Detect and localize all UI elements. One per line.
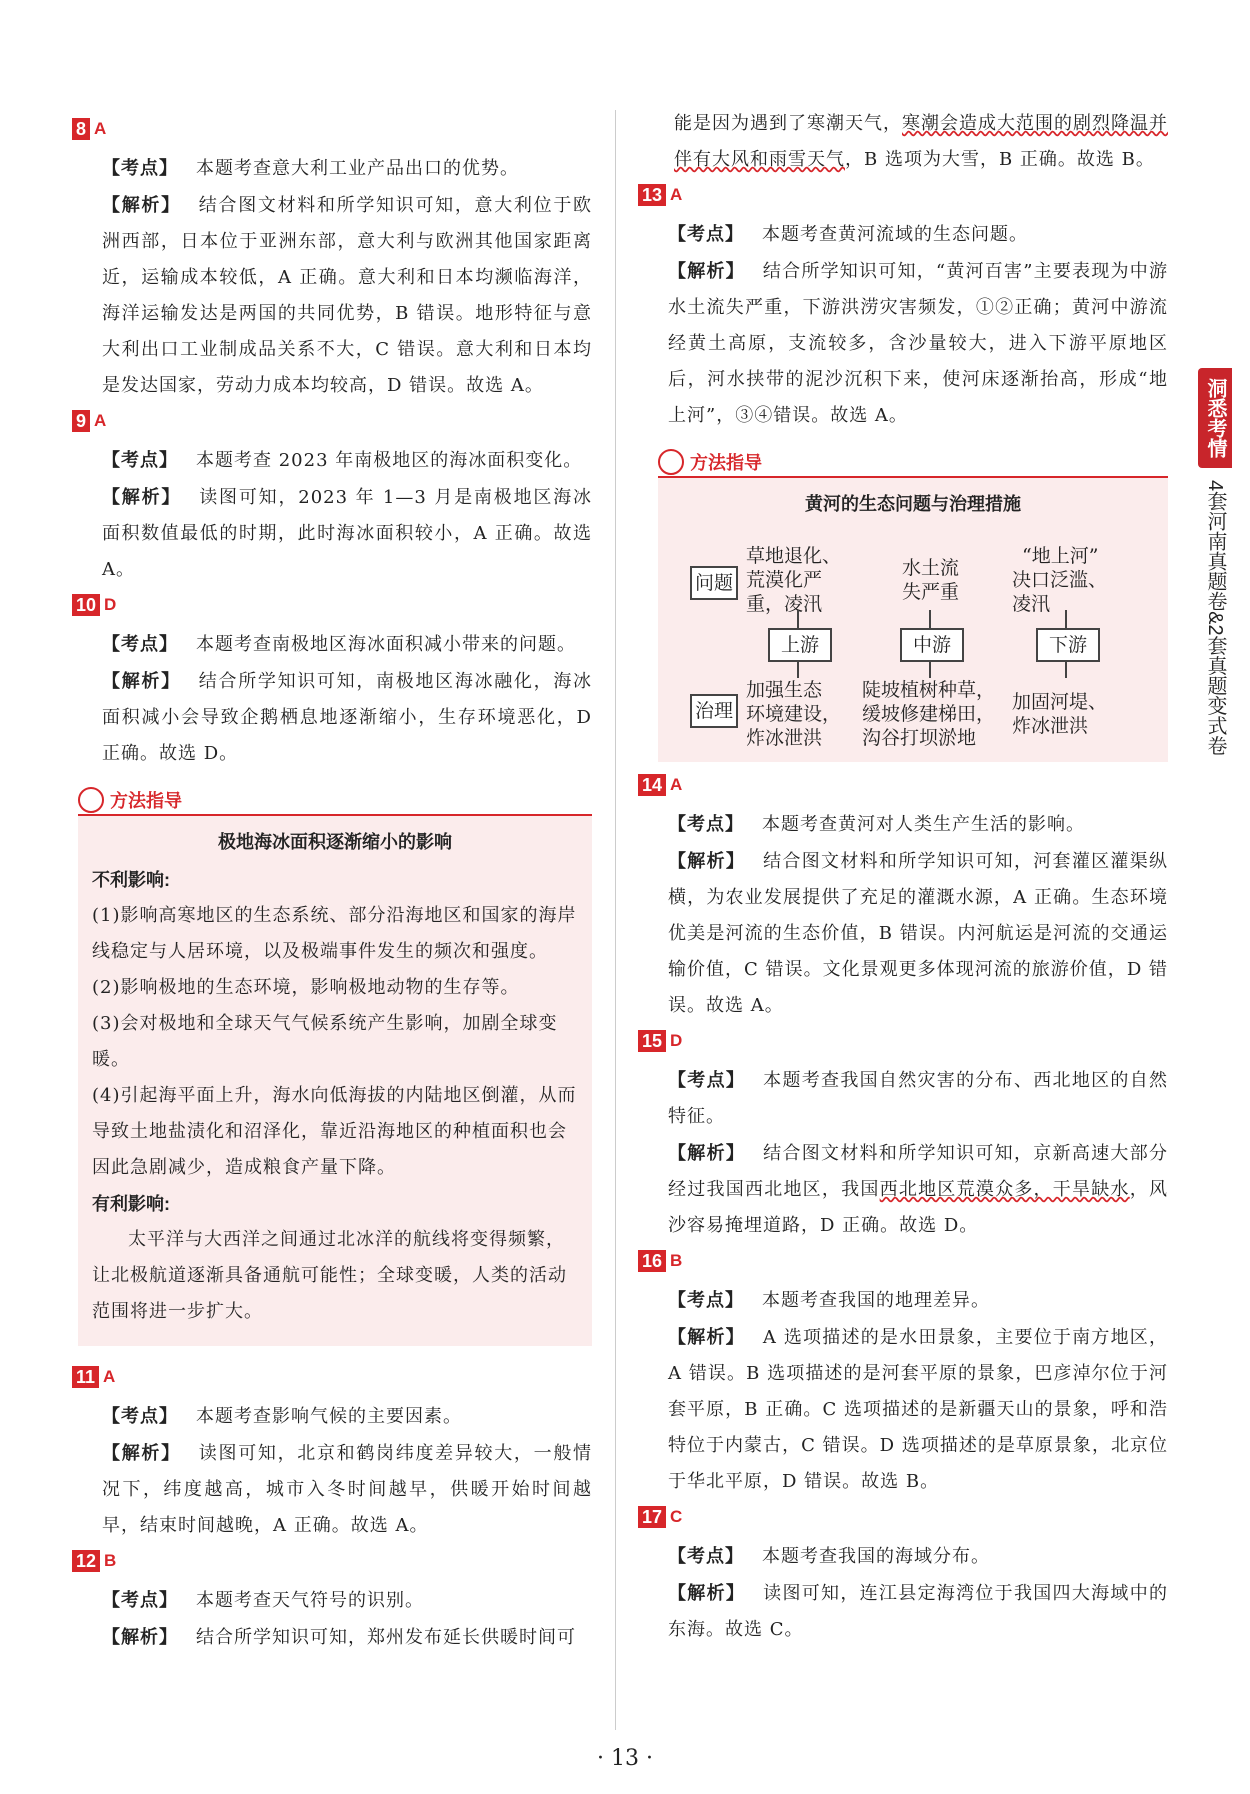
jiexi-text: 读图可知，2023 年 1—3 月是南极地区海冰面积数值最低的时期，此时海冰面积较小，A 正确。故选 A。	[102, 487, 592, 580]
downstream-measure	[1012, 690, 1107, 738]
kaodian-label: 【考点】	[102, 634, 178, 654]
connector-line	[797, 610, 799, 628]
downstream-measure-line: 炸冰泄洪	[1012, 715, 1089, 737]
answer-letter: B	[104, 1551, 117, 1570]
answer-header	[72, 1548, 592, 1574]
question-number: 16	[638, 1250, 666, 1272]
jiexi-label: 【解析】	[668, 1327, 745, 1347]
answer-letter: A	[94, 411, 107, 430]
kaodian-text: 本题考查意大利工业产品出口的优势。	[196, 158, 519, 179]
kaodian-label: 【考点】	[668, 1070, 746, 1090]
jiexi-label: 【解析】	[668, 851, 746, 871]
answer-header	[638, 1504, 1168, 1530]
answer-letter: A	[670, 775, 683, 794]
method-guide-title: 极地海冰面积逐渐缩小的影响	[218, 832, 452, 852]
method-guide-body	[658, 478, 1168, 762]
question-number: 12	[72, 1550, 100, 1572]
answer-header	[72, 592, 592, 618]
teacher-icon	[78, 787, 104, 813]
midstream-problem-line: 失严重	[902, 581, 960, 603]
midstream-box: 中游	[900, 628, 964, 662]
kaodian-text: 本题考查黄河对人类生产生活的影响。	[762, 814, 1085, 835]
kaodian-text: 本题考查我国自然灾害的分布、西北地区的自然特征。	[668, 1070, 1169, 1127]
answer-letter: D	[670, 1031, 683, 1050]
question-number: 11	[72, 1366, 99, 1388]
kaodian	[668, 1282, 1168, 1319]
connector-line	[929, 660, 931, 678]
jiexi-underlined: 西北地区荒漠众多，干旱缺水	[879, 1179, 1130, 1200]
jiexi	[668, 1319, 1168, 1500]
kaodian-label: 【考点】	[102, 158, 178, 178]
side-tab: 洞悉考情	[1198, 368, 1232, 468]
jiexi	[102, 1619, 592, 1656]
jiexi	[668, 253, 1168, 434]
jiexi	[102, 187, 592, 404]
kaodian	[102, 1398, 592, 1435]
jiexi-label: 【解析】	[668, 261, 745, 281]
page-number: · 13 ·	[597, 1746, 653, 1771]
jiexi	[668, 843, 1168, 1024]
kaodian-text: 本题考查南极地区海冰面积减小带来的问题。	[196, 634, 576, 655]
answer-letter: A	[670, 185, 683, 204]
method-guide-box	[78, 786, 592, 1346]
govern-box: 治理	[690, 694, 738, 728]
upstream-measure	[746, 678, 841, 750]
q12-cont-text: 能是因为遇到了寒潮天气，	[674, 113, 902, 134]
upstream-measure-line: 加强生态	[746, 679, 823, 701]
column-divider	[615, 110, 616, 1730]
positive-heading: 有利影响:	[92, 1194, 170, 1214]
jiexi-label: 【解析】	[668, 1583, 746, 1603]
right-column	[638, 106, 1168, 1648]
method-guide-header	[78, 786, 592, 816]
answer-header	[72, 116, 592, 142]
jiexi-label: 【解析】	[102, 671, 181, 691]
answer-letter: C	[670, 1507, 683, 1526]
kaodian-label: 【考点】	[668, 1546, 744, 1566]
negative-item: (1)影响高寒地区的生态系统、部分沿海地区和国家的海岸线稳定与人居环境，以及极端事件发生的频次和强度。	[92, 905, 577, 962]
upstream-problem-line: 重，凌汛	[746, 593, 823, 615]
method-guide-header	[658, 448, 1168, 478]
negative-item: (4)引起海平面上升，海水向低海拔的内陆地区倒灌，从而导致土地盐渍化和沼泽化，靠近沿海地区的种植面积也会因此急剧减少，造成粮食产量下降。	[92, 1085, 577, 1178]
question-number: 9	[72, 410, 90, 432]
upstream-problem-line: 草地退化、	[746, 545, 842, 567]
kaodian-label: 【考点】	[102, 450, 178, 470]
kaodian	[668, 1062, 1168, 1135]
method-guide-label: 方法指导	[110, 791, 182, 811]
question-number: 10	[72, 594, 100, 616]
negative-item: (2)影响极地的生态环境，影响极地动物的生存等。	[92, 977, 520, 998]
negative-item: (3)会对极地和全球天气气候系统产生影响，加剧全球变暖。	[92, 1013, 558, 1070]
jiexi-label: 【解析】	[668, 1143, 746, 1163]
jiexi-text: 结合图文材料和所学知识可知，意大利位于欧洲西部，日本位于亚洲东部，意大利与欧洲其他国家距离近，运输成本较低，A 正确。意大利和日本均濒临海洋，海洋运输发达是两国的共同优势，B 错误。地形特征与意大利出口工业制成品关系不大，C 错误。意大利和日本均是发达国家，劳动力成本均较高，D 错误。故选 A。	[102, 195, 593, 396]
connector-line	[1065, 610, 1067, 628]
connector-line	[1065, 660, 1067, 678]
kaodian	[102, 1582, 592, 1619]
kaodian-text: 本题考查 2023 年南极地区的海冰面积变化。	[196, 450, 583, 471]
jiexi-label: 【解析】	[102, 1443, 181, 1463]
question-number: 8	[72, 118, 90, 140]
midstream-measure-line: 沟谷打坝淤地	[862, 727, 977, 749]
jiexi	[102, 1435, 592, 1544]
connector-line	[929, 610, 931, 628]
answer-header	[72, 1364, 592, 1390]
problem-box: 问题	[690, 566, 738, 600]
kaodian-text: 本题考查天气符号的识别。	[196, 1590, 424, 1611]
negative-heading: 不利影响:	[92, 870, 170, 890]
method-guide-body	[78, 816, 592, 1346]
midstream-measure-line: 陡坡植树种草，	[862, 679, 996, 701]
upstream-problem	[746, 544, 841, 616]
answer-letter: A	[94, 119, 107, 138]
jiexi-text-end: ，风沙容易掩埋道路，D 正确。故选 D。	[668, 1179, 1169, 1236]
kaodian-text: 本题考查我国的海域分布。	[762, 1546, 990, 1567]
upstream-box: 上游	[768, 628, 832, 662]
jiexi	[668, 1575, 1168, 1648]
jiexi-label: 【解析】	[102, 195, 181, 215]
downstream-problem-line: 凌汛	[1012, 593, 1051, 615]
midstream-problem-line: 水土流	[902, 557, 960, 579]
kaodian-label: 【考点】	[668, 814, 744, 834]
jiexi	[102, 479, 592, 588]
positive-item: 太平洋与大西洋之间通过北冰洋的航线将变得频繁，让北极航道逐渐具备通航可能性；全球变暖，人类的活动范围将进一步扩大。	[92, 1229, 567, 1322]
kaodian-text: 本题考查黄河流域的生态问题。	[762, 224, 1028, 245]
answer-header	[72, 408, 592, 434]
midstream-problem	[902, 556, 959, 604]
jiexi-text: 结合所学知识可知，南极地区海冰融化，海冰面积减小会导致企鹅栖息地逐渐缩小，生存环境恶化，D 正确。故选 D。	[102, 671, 593, 764]
question-number: 17	[638, 1506, 666, 1528]
left-column	[72, 112, 592, 1656]
side-caption: 4套河南真题卷&2套真题变式卷	[1204, 480, 1226, 756]
question-number: 13	[638, 184, 666, 206]
downstream-problem-line: 决口泛滥、	[1012, 569, 1108, 591]
method-guide-title: 黄河的生态问题与治理措施	[805, 494, 1021, 514]
kaodian	[102, 150, 592, 187]
question-number: 15	[638, 1030, 666, 1052]
answer-letter: B	[670, 1251, 683, 1270]
method-guide-box	[658, 448, 1168, 762]
kaodian-label: 【考点】	[102, 1590, 178, 1610]
answer-letter: A	[103, 1367, 116, 1386]
q12-cont-text-end: ，B 选项为大雪，B 正确。故选 B。	[845, 149, 1155, 170]
answer-header	[638, 182, 1168, 208]
jiexi	[668, 1135, 1168, 1244]
downstream-problem	[1012, 544, 1107, 616]
question-number: 14	[638, 774, 666, 796]
kaodian-label: 【考点】	[102, 1406, 178, 1426]
kaodian-label: 【考点】	[668, 1290, 744, 1310]
method-guide-label: 方法指导	[690, 453, 762, 473]
kaodian	[668, 806, 1168, 843]
teacher-icon	[658, 449, 684, 475]
kaodian	[102, 442, 592, 479]
kaodian-text: 本题考查我国的地理差异。	[762, 1290, 990, 1311]
kaodian	[668, 216, 1168, 253]
answer-header	[638, 1248, 1168, 1274]
midstream-measure-line: 缓坡修建梯田，	[862, 703, 996, 725]
jiexi-label: 【解析】	[102, 487, 182, 507]
jiexi-text: 结合所学知识可知，“黄河百害”主要表现为中游水土流失严重，下游洪涝灾害频发，①②正确；黄河中游流经黄土高原，支流较多，含沙量较大，进入下游平原地区后，河水挟带的泥沙沉积下来，使河床逐渐抬高，形成“地上河”，③④错误。故选 A。	[668, 261, 1169, 426]
answer-letter: D	[104, 595, 117, 614]
upstream-measure-line: 环境建设，	[746, 703, 842, 725]
answer-header	[638, 772, 1168, 798]
q12-cont-underlined: 寒潮会造成大范围的剧烈降温并伴有大风和雨雪天气	[674, 113, 1168, 170]
upstream-problem-line: 荒漠化严	[746, 569, 823, 591]
answer-header	[638, 1028, 1168, 1054]
upstream-measure-line: 炸冰泄洪	[746, 727, 823, 749]
jiexi-text: 读图可知，连江县定海湾位于我国四大海域中的东海。故选 C。	[668, 1583, 1169, 1640]
kaodian	[102, 626, 592, 663]
jiexi-text: 结合图文材料和所学知识可知，河套灌区灌渠纵横，为农业发展提供了充足的灌溉水源，A 正确。生态环境优美是河流的生态价值，B 错误。内河航运是河流的交通运输价值，C 错误。文化景观更多体现河流的旅游价值，D 错误。故选 A。	[668, 851, 1169, 1016]
kaodian-text: 本题考查影响气候的主要因素。	[196, 1406, 462, 1427]
downstream-measure-line: 加固河堤、	[1012, 691, 1108, 713]
downstream-problem-line: “地上河”	[1022, 545, 1099, 567]
jiexi	[102, 663, 592, 772]
jiexi-text: 结合图文材料和所学知识可知，京新高速大部分经过我国西北地区，我国	[668, 1143, 1169, 1200]
jiexi-text: 读图可知，北京和鹤岗纬度差异较大，一般情况下，纬度越高，城市入冬时间越早，供暖开始时间越早，结束时间越晚，A 正确。故选 A。	[102, 1443, 593, 1536]
jiexi-text: A 选项描述的是水田景象，主要位于南方地区，A 错误。B 选项描述的是河套平原的景象，巴彦淖尔位于河套平原，B 正确。C 选项描述的是新疆天山的景象，呼和浩特位于内蒙古，C 错误。D 选项描述的是草原景象，北京位于华北平原，D 错误。故选 B。	[668, 1327, 1169, 1492]
jiexi-label: 【解析】	[102, 1627, 178, 1647]
connector-line	[797, 660, 799, 678]
midstream-measure	[862, 678, 995, 750]
kaodian-label: 【考点】	[668, 224, 744, 244]
yellow-river-diagram	[672, 524, 1154, 754]
jiexi-text: 结合所学知识可知，郑州发布延长供暖时间可	[196, 1627, 576, 1648]
kaodian	[668, 1538, 1168, 1575]
downstream-box: 下游	[1036, 628, 1100, 662]
q12-continuation	[674, 106, 1168, 178]
